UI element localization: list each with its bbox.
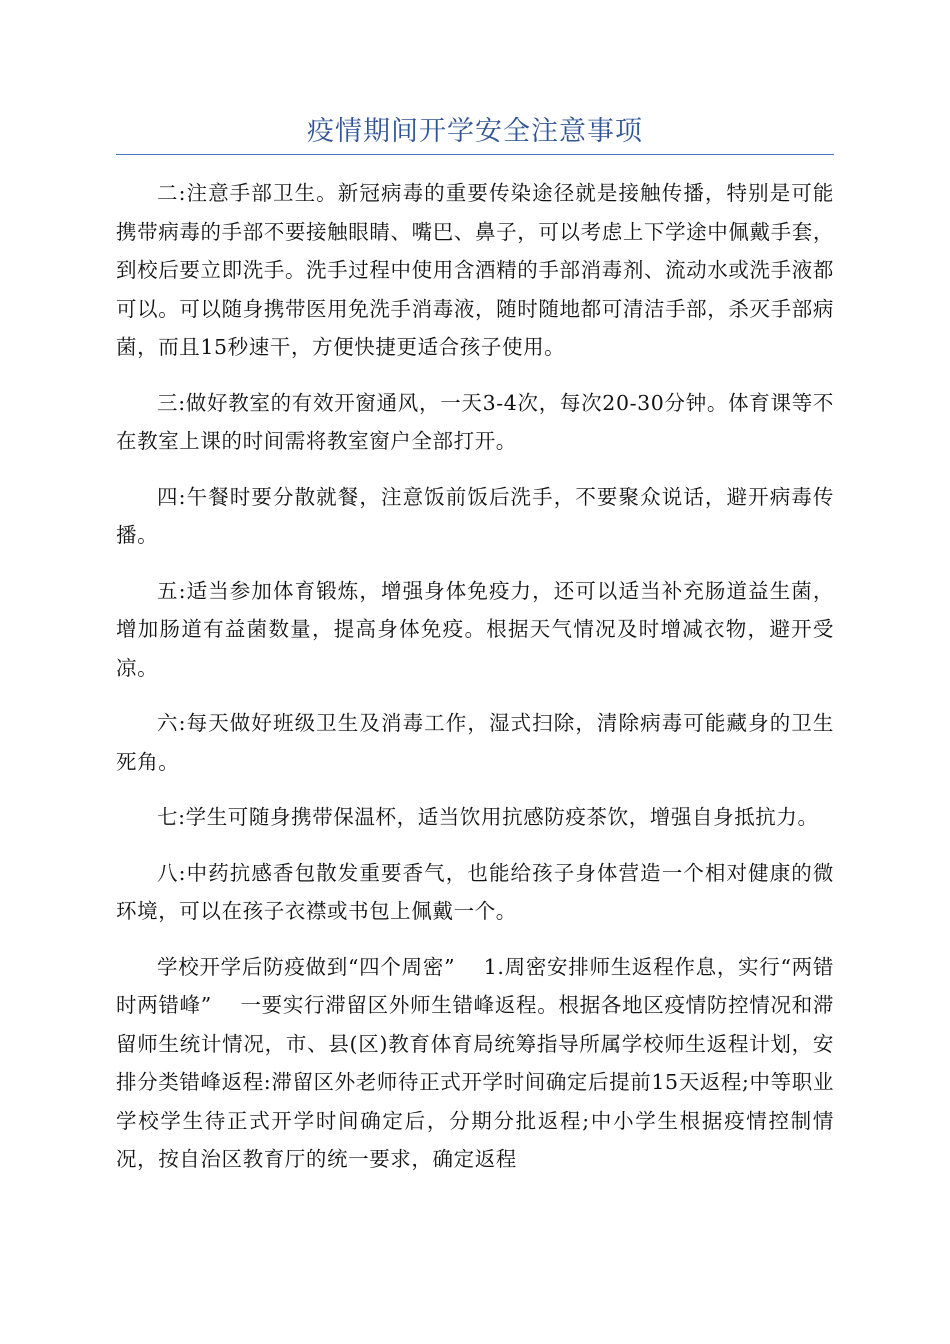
paragraph-disinfection: 六:每天做好班级卫生及消毒工作，湿式扫除，清除病毒可能藏身的卫生死角。 xyxy=(116,711,834,774)
document-body xyxy=(116,174,834,1196)
title-underline-divider xyxy=(116,154,834,155)
document-title: 疫情期间开学安全注意事项 xyxy=(307,116,643,147)
paragraph-thermos: 七:学生可随身携带保温杯，适当饮用抗感防疫茶饮，增强自身抵抗力。 xyxy=(157,805,819,829)
paragraph-ventilation: 三:做好教室的有效开窗通风，一天3-4次，每次20-30分钟。体育课等不在教室上课的时间需将教室窗户全部打开。 xyxy=(116,390,834,453)
paragraph-lunch: 四:午餐时要分散就餐，注意饭前饭后洗手，不要聚众说话，避开病毒传播。 xyxy=(116,484,834,547)
paragraph-herbal-sachet: 八:中药抗感香包散发重要香气，也能给孩子身体营造一个相对健康的微环境，可以在孩子衣襟或书包上佩戴一个。 xyxy=(116,860,834,923)
paragraph-exercise: 五:适当参加体育锻炼，增强身体免疫力，还可以适当补充肠道益生菌，增加肠道有益菌数量，提高身体免疫。根据天气情况及时增减衣物，避开受凉。 xyxy=(116,578,834,680)
paragraph-four-precautions: 学校开学后防疫做到“四个周密” 1.周密安排师生返程作息，实行“两错时两错峰” 一要实行滞留区外师生错峰返程。根据各地区疫情防控情况和滞留师生统计情况，市、县(区)教育体育局统筹指导所属学校师生返程计划，安排分类错峰返程:滞留区外老师待正式开学时间确定后提前15天返程;中等职业学校学生待正式开学时间确定后，分期分批返程;中小学生根据疫情控制情况，按自治区教育厅的统一要求，确定返程 xyxy=(116,954,834,1171)
paragraph-hand-hygiene: 二:注意手部卫生。新冠病毒的重要传染途径就是接触传播，特别是可能携带病毒的手部不要接触眼睛、嘴巴、鼻子，可以考虑上下学途中佩戴手套，到校后要立即洗手。洗手过程中使用含酒精的手部消毒剂、流动水或洗手液都可以。可以随身携带医用免洗手消毒液，随时随地都可清洁手部，杀灭手部病菌，而且15秒速干，方便快捷更适合孩子使用。 xyxy=(116,181,834,359)
